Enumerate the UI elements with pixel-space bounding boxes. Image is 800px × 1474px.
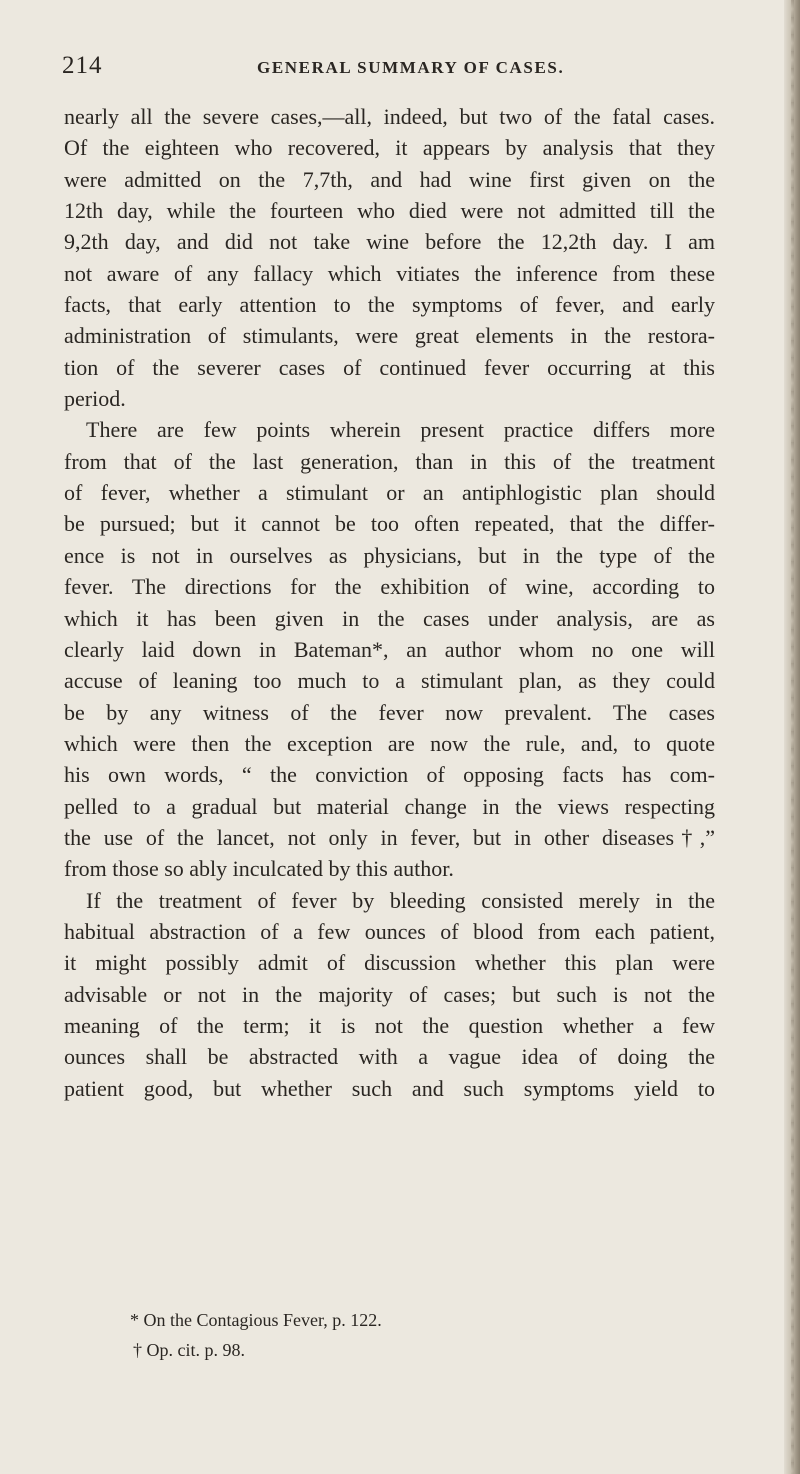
text-line: from that of the last generation, than in this of the treatment xyxy=(64,448,715,474)
text-line: the use of the lancet, not only in fever, but in other diseases†,” xyxy=(64,824,715,850)
header-title: GENERAL SUMMARY OF CASES. xyxy=(257,58,565,77)
paragraph-end-line: from those so ably inculcated by this author. xyxy=(64,856,454,882)
paragraph-start-line: If the treatment of fever by bleeding consisted merely in the xyxy=(86,887,715,913)
text-line: fever. The directions for the exhibition of wine, according to xyxy=(64,574,715,600)
body-text xyxy=(64,101,715,1104)
text-line: Of the eighteen who recovered, it appears by analysis that they xyxy=(64,135,715,161)
paragraph-end-line: period. xyxy=(64,386,126,412)
text-line: accuse of leaning too much to a stimulant plan, as they could xyxy=(64,668,715,694)
footnote-op-cit: † Op. cit. p. 98. xyxy=(133,1340,245,1360)
text-line: advisable or not in the majority of cases; but such is not the xyxy=(64,981,715,1007)
text-line: be pursued; but it cannot be too often repeated, that the differ- xyxy=(64,511,715,537)
text-line: his own words, “ the conviction of opposing facts has com- xyxy=(64,762,715,788)
text-line: be by any witness of the fever now prevalent. The cases xyxy=(64,699,715,725)
text-line: which it has been given in the cases under analysis, are as xyxy=(64,605,715,631)
text-line: ounces shall be abstracted with a vague idea of doing the xyxy=(64,1044,715,1070)
text-line: which were then the exception are now the rule, and, to quote xyxy=(64,730,715,756)
footnotes xyxy=(130,1305,690,1365)
text-line: 9,2th day, and did not take wine before the 12,2th day. I am xyxy=(64,229,715,255)
text-line: patient good, but whether such and such symptoms yield to xyxy=(64,1075,715,1101)
text-line: meaning of the term; it is not the question whether a few xyxy=(64,1012,715,1038)
running-head xyxy=(62,44,742,84)
text-line: habitual abstraction of a few ounces of blood from each patient, xyxy=(64,918,715,944)
text-line: were admitted on the 7,7th, and had wine first given on the xyxy=(64,166,715,192)
text-line: ence is not in ourselves as physicians, but in the type of the xyxy=(64,542,715,568)
text-line: nearly all the severe cases,—all, indeed, but two of the fatal cases. xyxy=(64,104,715,129)
page-binding-edge xyxy=(784,0,800,1474)
text-line: not aware of any fallacy which vitiates the inference from these xyxy=(64,260,715,286)
page-number: 214 xyxy=(62,52,103,79)
text-line: pelled to a gradual but material change in the views respecting xyxy=(64,793,715,819)
text-line: clearly laid down in Bateman*, an author whom no one will xyxy=(64,636,715,662)
text-line: tion of the severer cases of continued fever occurring at this xyxy=(64,354,715,380)
text-line: it might possibly admit of discussion whether this plan were xyxy=(64,950,715,976)
footnote-bateman: * On the Contagious Fever, p. 122. xyxy=(130,1310,382,1330)
text-line: facts, that early attention to the symptoms of fever, and early xyxy=(64,292,715,318)
text-line: administration of stimulants, were great elements in the restora- xyxy=(64,323,715,349)
text-line: of fever, whether a stimulant or an antiphlogistic plan should xyxy=(64,480,715,506)
text-line: 12th day, while the fourteen who died were not admitted till the xyxy=(64,198,715,224)
paragraph-start-line: There are few points wherein present practice differs more xyxy=(86,417,715,443)
